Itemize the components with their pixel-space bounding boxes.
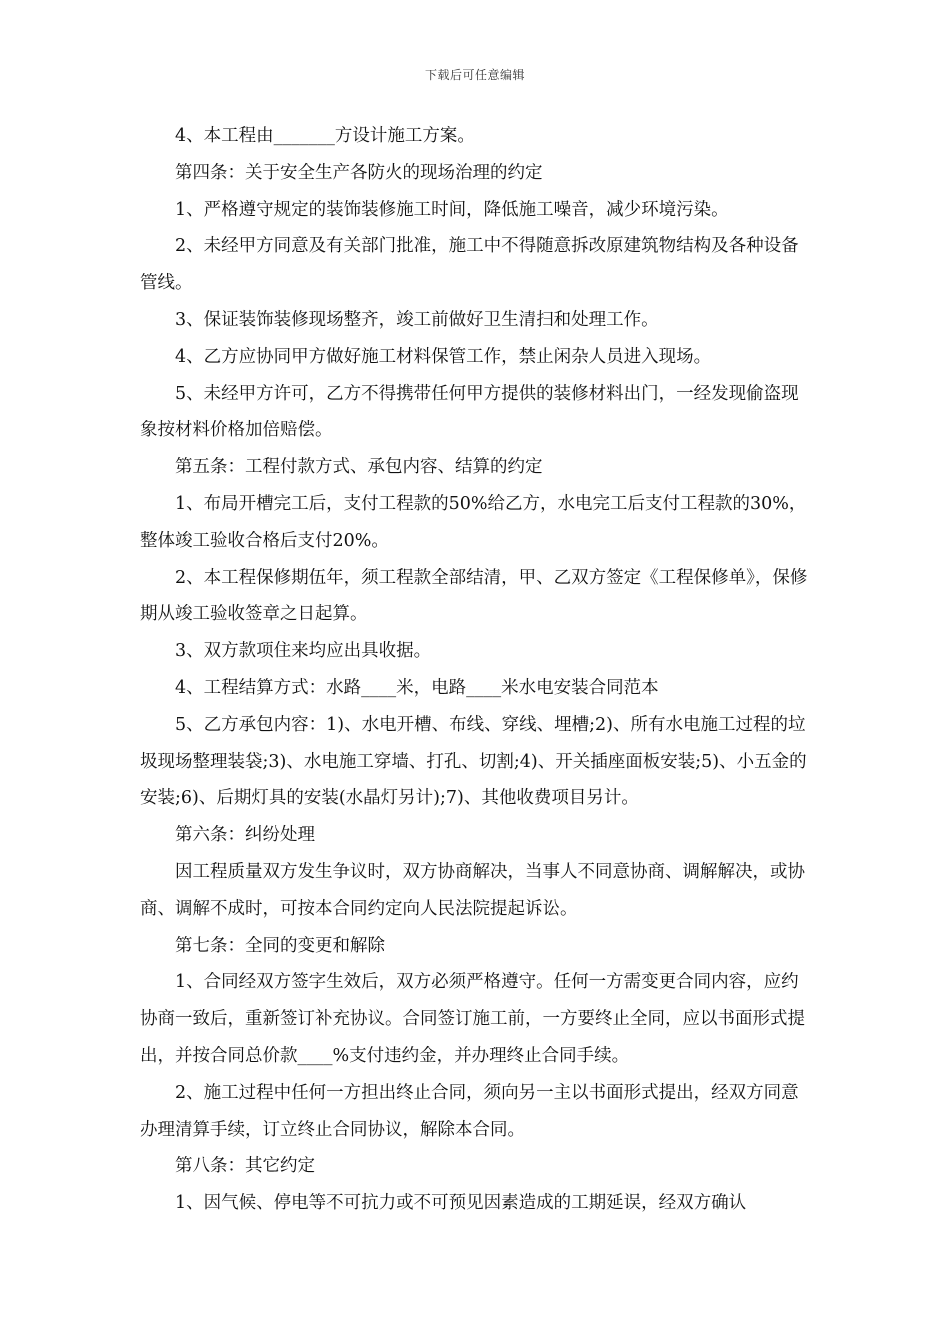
paragraph: 4、乙方应协同甲方做好施工材料保管工作，禁止闲杂人员进入现场。 — [175, 346, 712, 367]
paragraph: 1、严格遵守规定的装饰装修施工时间，降低施工噪音，减少环境污染。 — [175, 199, 729, 220]
paragraph: 1、布局开槽完工后，支付工程款的50%给乙方，水电完工后支付工程款的30%，整体竣工验收合格后支付20%。 — [140, 493, 807, 551]
paragraph: 3、保证装饰装修现场整齐，竣工前做好卫生清扫和处理工作。 — [175, 309, 659, 330]
paragraph: 2、本工程保修期伍年，须工程款全部结清，甲、乙双方签定《工程保修单》，保修期从竣工验收签章之日起算。 — [140, 567, 808, 625]
paragraph: 5、乙方承包内容：1)、水电开槽、布线、穿线、埋槽;2)、所有水电施工过程的垃圾现场整理装袋;3)、水电施工穿墙、打孔、切割;4)、开关插座面板安装;5)、小五金的安装;6)、后期灯具的安装(水晶灯另计);7)、其他收费项目另计。 — [140, 714, 807, 809]
paragraph: 4、本工程由_______方设计施工方案。 — [175, 126, 475, 146]
paragraph: 2、未经甲方同意及有关部门批准，施工中不得随意拆改原建筑物结构及各种设备管线。 — [140, 236, 799, 294]
section-heading: 第五条：工程付款方式、承包内容、结算的约定 — [175, 457, 543, 478]
paragraph: 1、因气候、停电等不可抗力或不可预见因素造成的工期延误，经双方确认 — [175, 1193, 747, 1214]
paragraph: 1、合同经双方签字生效后，双方必须严格遵守。任何一方需变更合同内容，应约协商一致后，重新签订补充协议。合同签订施工前，一方要终止全同，应以书面形式提出，并按合同总价款____%支付违约金，并办理终止合同手续。 — [140, 972, 805, 1066]
document-body — [140, 118, 812, 1222]
paragraph: 因工程质量双方发生争议时，双方协商解决，当事人不同意协商、调解解决，或协商、调解不成时，可按本合同约定向人民法院提起诉讼。 — [140, 861, 805, 919]
paragraph: 4、工程结算方式：水路____米，电路____米水电安装合同范本 — [175, 677, 659, 698]
section-heading: 第六条：纠纷处理 — [175, 825, 315, 846]
paragraph: 3、双方款项住来均应出具收据。 — [175, 641, 432, 662]
paragraph: 5、未经甲方许可，乙方不得携带任何甲方提供的装修材料出门，一经发现偷盗现象按材料价格加倍赔偿。 — [140, 383, 799, 441]
section-heading: 第八条：其它约定 — [175, 1156, 315, 1177]
section-heading: 第七条：全同的变更和解除 — [175, 935, 385, 956]
paragraph: 2、施工过程中任何一方担出终止合同，须向另一主以书面形式提出，经双方同意办理清算手续，订立终止合同协议，解除本合同。 — [140, 1082, 799, 1140]
section-heading: 第四条：关于安全生产各防火的现场治理的约定 — [175, 162, 543, 183]
page-header: 下载后可任意编辑 — [424, 68, 525, 82]
